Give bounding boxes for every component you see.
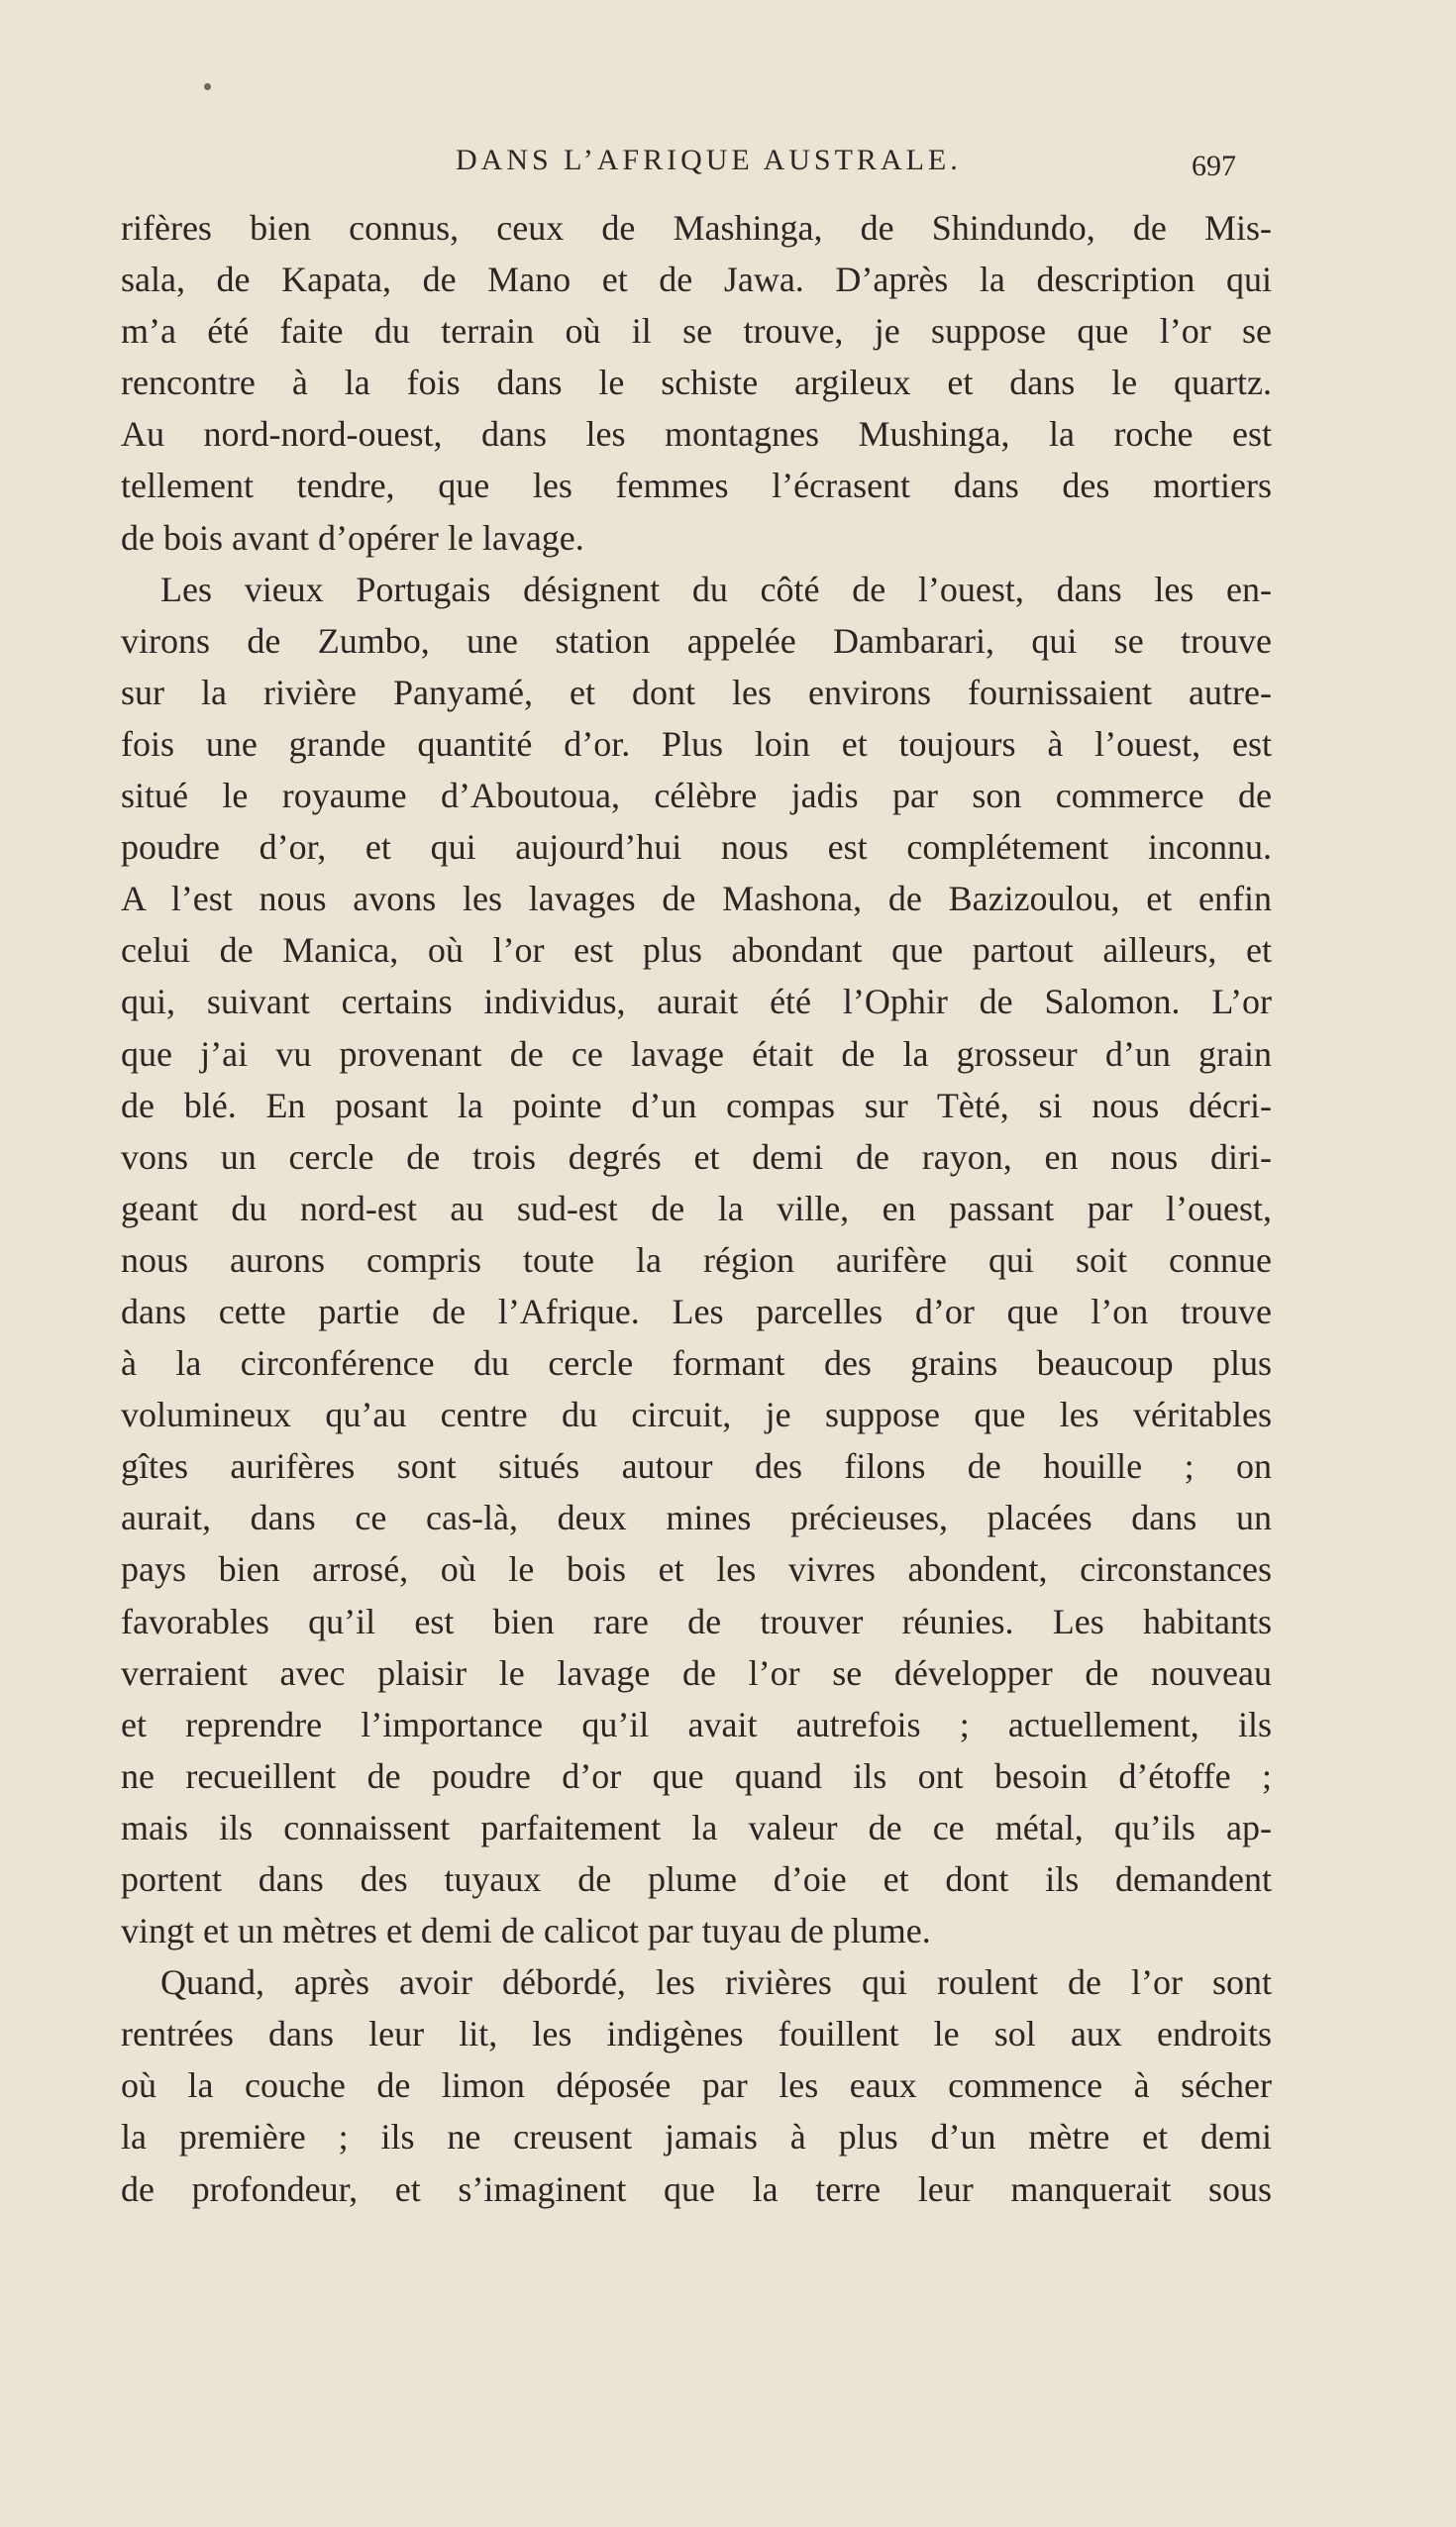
text-line: sur la rivière Panyamé, et dont les environs fournissaient autre-	[121, 672, 1272, 712]
running-title: DANS L’AFRIQUE AUSTRALE.	[456, 144, 962, 176]
text-line: Quand, après avoir débordé, les rivières qui roulent de l’or sont	[160, 1962, 1272, 2003]
text-line: et reprendre l’importance qu’il avait autrefois ; actuellement, ils	[121, 1704, 1272, 1744]
text-line: sala, de Kapata, de Mano et de Jawa. D’après la description qui	[121, 260, 1272, 300]
text-line: poudre d’or, et qui aujourd’hui nous est complétement inconnu.	[121, 827, 1272, 868]
text-line: favorables qu’il est bien rare de trouver réunies. Les habitants	[121, 1601, 1272, 1641]
text-line: A l’est nous avons les lavages de Mashona, de Bazizoulou, et enfin	[121, 879, 1272, 919]
text-line: gîtes aurifères sont situés autour des filons de houille ; on	[121, 1446, 1272, 1487]
text-line: rencontre à la fois dans le schiste argileux et dans le quartz.	[121, 363, 1272, 403]
body-text	[121, 202, 1272, 2215]
text-line: que j’ai vu provenant de ce lavage était de la grosseur d’un grain	[121, 1033, 1272, 1074]
text-line: rifères bien connus, ceux de Mashinga, de Shindundo, de Mis-	[121, 208, 1272, 248]
text-line: verraient avec plaisir le lavage de l’or se développer de nouveau	[121, 1652, 1272, 1693]
text-line: volumineux qu’au centre du circuit, je suppose que les véritables	[121, 1395, 1272, 1435]
text-line: geant du nord-est au sud-est de la ville, en passant par l’ouest,	[121, 1188, 1272, 1228]
text-line: où la couche de limon déposée par les eaux commence à sécher	[121, 2065, 1272, 2106]
page-number: 697	[1192, 150, 1236, 182]
text-line: aurait, dans ce cas-là, deux mines précieuses, placées dans un	[121, 1498, 1272, 1538]
text-line: portent dans des tuyaux de plume d’oie et dont ils demandent	[121, 1859, 1272, 1899]
text-line: celui de Manica, où l’or est plus abondant que partout ailleurs, et	[121, 930, 1272, 971]
ink-speck	[204, 83, 211, 90]
text-line: de blé. En posant la pointe d’un compas sur Tèté, si nous décri-	[121, 1085, 1272, 1125]
text-line: pays bien arrosé, où le bois et les vivres abondent, circonstances	[121, 1549, 1272, 1590]
text-line: à la circonférence du cercle formant des grains beaucoup plus	[121, 1343, 1272, 1384]
text-line: vons un cercle de trois degrés et demi de rayon, en nous diri-	[121, 1136, 1272, 1177]
text-line: la première ; ils ne creusent jamais à plus d’un mètre et demi	[121, 2117, 1272, 2158]
text-line: nous aurons compris toute la région aurifère qui soit connue	[121, 1239, 1272, 1280]
text-line: ne recueillent de poudre d’or que quand ils ont besoin d’étoffe ;	[121, 1755, 1272, 1796]
text-line: tellement tendre, que les femmes l’écrasent dans des mortiers	[121, 466, 1272, 506]
page-header	[0, 144, 1456, 193]
text-line: qui, suivant certains individus, aurait été l’Ophir de Salomon. L’or	[121, 982, 1272, 1022]
text-line: dans cette partie de l’Afrique. Les parcelles d’or que l’on trouve	[121, 1291, 1272, 1331]
text-line: Les vieux Portugais désignent du côté de l’ouest, dans les en-	[160, 569, 1272, 609]
text-line: mais ils connaissent parfaitement la valeur de ce métal, qu’ils ap-	[121, 1807, 1272, 1847]
text-line: de profondeur, et s’imaginent que la terre leur manquerait sous	[121, 2168, 1272, 2209]
text-line: virons de Zumbo, une station appelée Dambarari, qui se trouve	[121, 620, 1272, 661]
text-line: m’a été faite du terrain où il se trouve, je suppose que l’or se	[121, 311, 1272, 352]
text-line: fois une grande quantité d’or. Plus loin et toujours à l’ouest, est	[121, 723, 1272, 764]
text-line: de bois avant d’opérer le lavage.	[121, 517, 584, 558]
text-line: vingt et un mètres et demi de calicot par tuyau de plume.	[121, 1911, 931, 1951]
text-line: Au nord-nord-ouest, dans les montagnes Mushinga, la roche est	[121, 414, 1272, 455]
text-line: rentrées dans leur lit, les indigènes fouillent le sol aux endroits	[121, 2014, 1272, 2054]
text-line: situé le royaume d’Aboutoua, célèbre jadis par son commerce de	[121, 776, 1272, 816]
